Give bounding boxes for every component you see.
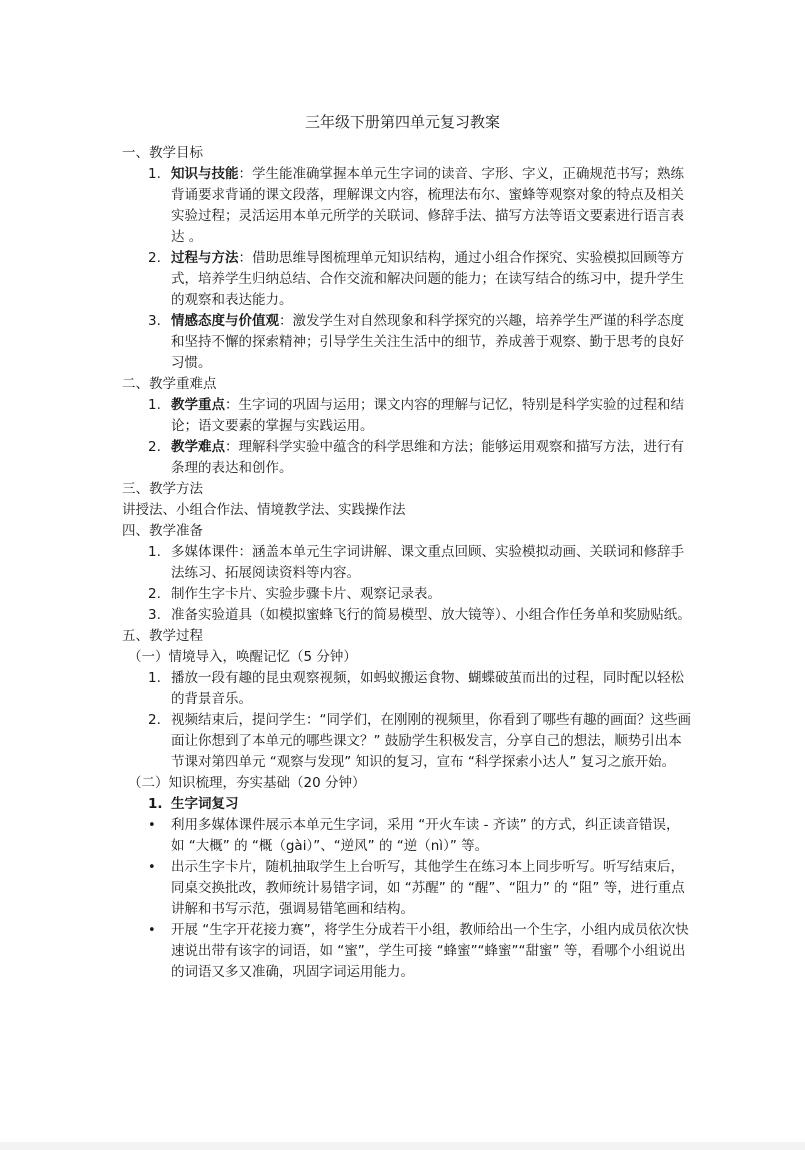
- bullet-icon: •: [148, 923, 156, 938]
- list-item: [122, 794, 692, 815]
- list-number: 3.: [148, 607, 161, 623]
- item-text: ：借助思维导图梳理单元知识结构，通过小组合作探究、实验模拟回顾等方式，培养学生归纳总结、合作交流和解决问题的能力；在读写结合的练习中，提升学生的观察和表达能力。: [171, 250, 684, 308]
- list-number: 2.: [148, 439, 161, 455]
- list-item: [122, 605, 692, 626]
- item-label: 情感态度与价值观: [171, 313, 279, 329]
- item-text: 视频结束后，提问学生：“同学们，在刚刚的视频里，你看到了哪些有趣的画面？这些画面让你想到了本单元的哪些课文？” 鼓励学生积极发言，分享自己的想法，顺势引出本节课对第四单元 “观察与发现” 知识的复习，宣布 “科学探索小达人” 复习之旅开始。: [171, 712, 691, 770]
- review-list: [122, 794, 692, 815]
- item-text: ：学生能准确掌握本单元生字词的读音、字形、字义，正确规范书写；熟练背诵要求背诵的课文段落，理解课文内容，梳理法布尔、蜜蜂等观察对象的特点及相关实验过程；灵活运用本单元所学的关联词、修辞手法、描写方法等语文要素进行语言表达 。: [171, 166, 684, 245]
- list-number: 1.: [148, 544, 161, 560]
- item-label: 教学重点: [171, 397, 225, 413]
- subsection-heading-intro: （一）情境导入，唤醒记忆（5 分钟）: [128, 649, 357, 665]
- item-text: 多媒体课件：涵盖本单元生字词讲解、课文重点回顾、实验模拟动画、关联词和修辞手法练习、拓展阅读资料等内容。: [171, 544, 684, 581]
- vocabulary-review-bullets: [122, 815, 692, 983]
- section-heading-preparation: 四、教学准备: [122, 523, 203, 539]
- section-heading-key-points: 二、教学重难点: [122, 376, 217, 392]
- item-text: 利用多媒体课件展示本单元生字词，采用 “开火车读 - 齐读” 的方式，纠正读音错误，如 “大概” 的 “概（gài）”、“逆风” 的 “逆（nì）” 等。: [171, 817, 680, 854]
- subsection-heading-review: （二）知识梳理，夯实基础（20 分钟）: [128, 775, 366, 791]
- methods-text: 讲授法、小组合作法、情境教学法、实践操作法: [122, 502, 406, 518]
- list-item: [122, 248, 692, 311]
- list-item: [122, 584, 692, 605]
- item-label: 知识与技能: [171, 166, 239, 182]
- list-item: [122, 164, 692, 248]
- list-number: 1.: [148, 397, 161, 413]
- item-text: 开展 “生字开花接力赛”，将学生分成若干小组，教师给出一个生字，小组内成员依次快速说出带有该字的词语，如 “蜜”，学生可接 “蜂蜜”“蜂蜜”“甜蜜” 等，看哪个小组说出的词语又多又准确，巩固字词运用能力。: [171, 922, 689, 980]
- list-item: [122, 668, 692, 710]
- section-heading-objectives: 一、教学目标: [122, 145, 203, 161]
- list-item: [122, 437, 692, 479]
- key-points-list: [122, 395, 692, 479]
- list-number: 2.: [148, 712, 161, 728]
- list-item: [122, 395, 692, 437]
- preparation-list: [122, 542, 692, 626]
- list-number: 1.: [148, 670, 161, 686]
- item-text: 播放一段有趣的昆虫观察视频，如蚂蚁搬运食物、蝴蝶破茧而出的过程，同时配以轻松的背景音乐。: [171, 670, 684, 707]
- list-number: 1.: [148, 166, 161, 182]
- item-text: 制作生字卡片、实验步骤卡片、观察记录表。: [171, 586, 441, 602]
- item-text: ：理解科学实验中蕴含的科学思维和方法；能够运用观察和描写方法，进行有条理的表达和创作。: [171, 439, 684, 476]
- item-label: 生字词复习: [171, 796, 239, 812]
- list-item: [122, 311, 692, 374]
- section-heading-methods: 三、教学方法: [122, 481, 203, 497]
- list-number: 2.: [148, 586, 161, 602]
- list-item: [122, 815, 692, 857]
- item-text: ：生字词的巩固与运用；课文内容的理解与记忆，特别是科学实验的过程和结论；语文要素的掌握与实践运用。: [171, 397, 684, 434]
- list-item: [122, 710, 692, 773]
- bullet-icon: •: [148, 818, 156, 833]
- document-title: 三年级下册第四单元复习教案: [304, 113, 500, 131]
- list-item: [122, 542, 692, 584]
- list-number: 2.: [148, 250, 161, 266]
- item-text: ：激发学生对自然现象和科学探究的兴趣，培养学生严谨的科学态度和坚持不懈的探索精神；引导学生关注生活中的细节，养成善于观察、勤于思考的良好习惯。: [171, 313, 684, 371]
- list-number: 3.: [148, 313, 161, 329]
- item-label: 过程与方法: [171, 250, 239, 266]
- item-text: 准备实验道具（如模拟蜜蜂飞行的简易模型、放大镜等）、小组合作任务单和奖励贴纸。: [171, 607, 691, 623]
- document-body: [122, 143, 692, 983]
- intro-steps-list: [122, 668, 692, 773]
- list-number: 1.: [148, 796, 163, 812]
- bullet-icon: •: [148, 860, 156, 875]
- item-text: 出示生字卡片，随机抽取学生上台听写，其他学生在练习本上同步听写。听写结束后，同桌交换批改，教师统计易错字词，如 “苏醒” 的 “醒”、“阻力” 的 “阻” 等，进行重点讲解和书写示范，强调易错笔画和结构。: [171, 859, 685, 917]
- list-item: [122, 920, 692, 983]
- list-item: [122, 857, 692, 920]
- item-label: 教学难点: [171, 439, 225, 455]
- objectives-list: [122, 164, 692, 374]
- section-heading-process: 五、教学过程: [122, 628, 203, 644]
